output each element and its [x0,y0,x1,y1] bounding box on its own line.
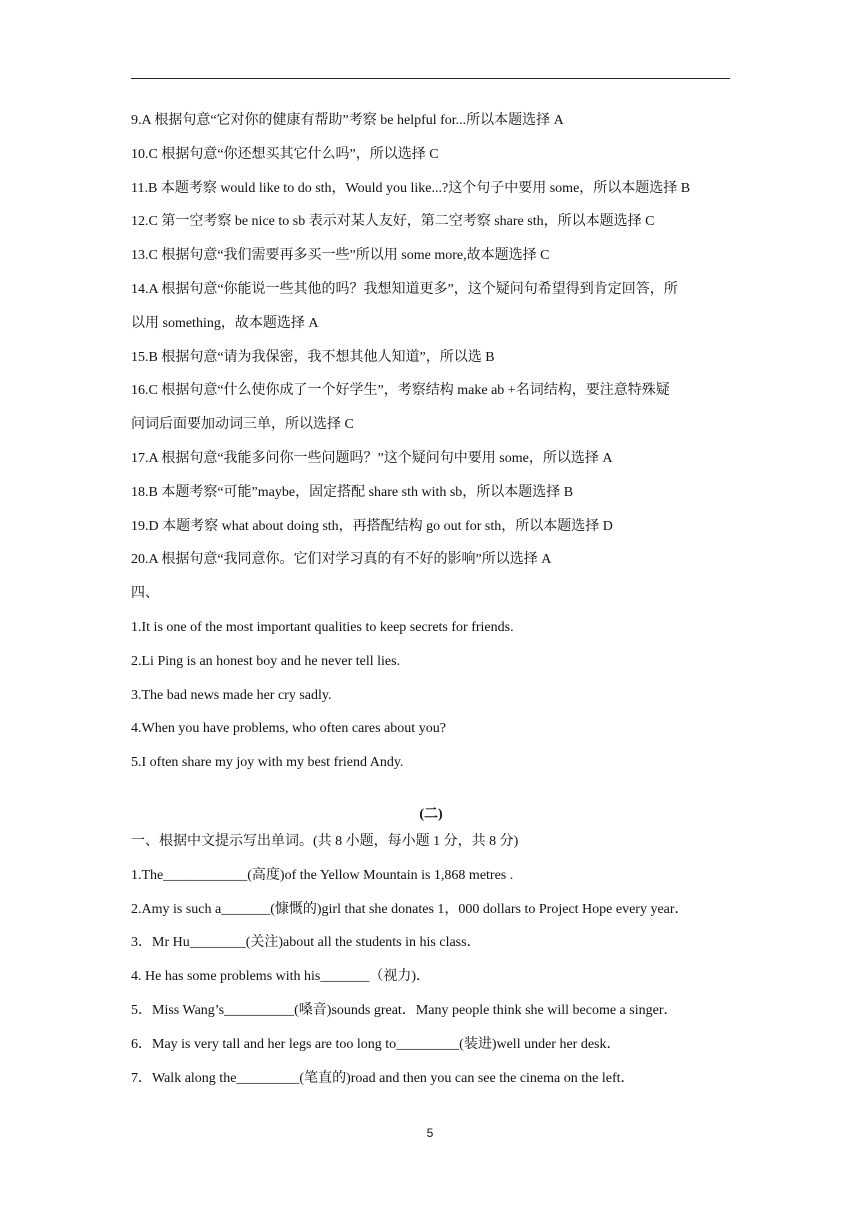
sentence-line: 1.It is one of the most important qualities to keep secrets for friends. [131,619,514,635]
exercise-line: 1.The____________(高度)of the Yellow Mountain is 1,868 metres . [131,867,514,883]
exercise-line: 6．May is very tall and her legs are too long to_________(装进)well under her desk． [131,1036,621,1052]
answer-line: 16.C 根据句意“什么使你成了一个好学生”，考察结构 make ab +名词结构，要注意特殊疑 [131,383,670,399]
exercise-line: 3．Mr Hu________(关注)about all the students in his class． [131,935,481,951]
answer-line: 问词后面要加动词三单，所以选择 C [131,417,354,433]
exercise-line: 5．Miss Wang’s__________(嗓音)sounds great．Many people think she will become a singer． [131,1002,678,1018]
answer-line: 11.B 本题考察 would like to do sth，Would you like...?这个句子中要用 some，所以本题选择 B [131,180,691,196]
answer-line: 10.C 根据句意“你还想买其它什么吗”，所以选择 C [131,146,439,162]
header-rule [131,78,730,79]
exercise-line: 2.Amy is such a_______(慷慨的)girl that she donates 1，000 dollars to Project Hope every year． [131,901,689,917]
answer-line: 15.B 根据句意“请为我保密，我不想其他人知道”，所以选 B [131,349,495,365]
page-content [131,109,731,1100]
exercise-line: 4. He has some problems with his_______（视力)． [131,969,431,985]
part-title: (二) [419,806,443,822]
sentence-line: 2.Li Ping is an honest boy and he never tell lies. [131,653,401,669]
answer-line: 17.A 根据句意“我能多问你一些问题吗？”这个疑问句中要用 some，所以选择 A [131,450,613,466]
answer-line: 9.A 根据句意“它对你的健康有帮助”考察 be helpful for...所以本题选择 A [131,113,564,128]
page-number: 5 [426,1126,434,1140]
answer-line: 18.B 本题考察“可能”maybe，固定搭配 share sth with sb，所以本题选择 B [131,484,574,500]
exercise-line: 7．Walk along the_________(笔直的)road and then you can see the cinema on the left． [131,1070,635,1086]
answer-line: 20.A 根据句意“我同意你。它们对学习真的有不好的影响”所以选择 A [131,552,552,568]
answer-line: 以用 something，故本题选择 A [131,315,319,331]
sentence-line: 4.When you have problems, who often cares about you? [131,721,446,737]
sentence-line: 3.The bad news made her cry sadly. [131,687,332,703]
answer-line: 19.D 本题考察 what about doing sth，再搭配结构 go out for sth，所以本题选择 D [131,518,613,534]
section-heading: 四、 [131,586,159,602]
answer-line: 14.A 根据句意“你能说一些其他的吗？我想知道更多”，这个疑问句希望得到肯定回答，所 [131,281,678,297]
instruction-line: 一、根据中文提示写出单词。(共 8 小题，每小题 1 分，共 8 分) [131,833,519,849]
sentence-line: 5.I often share my joy with my best friend Andy. [131,755,404,771]
answer-line: 12.C 第一空考察 be nice to sb 表示对某人友好，第二空考察 share sth，所以本题选择 C [131,214,655,230]
answer-line: 13.C 根据句意“我们需要再多买一些”所以用 some more,故本题选择 C [131,248,550,264]
